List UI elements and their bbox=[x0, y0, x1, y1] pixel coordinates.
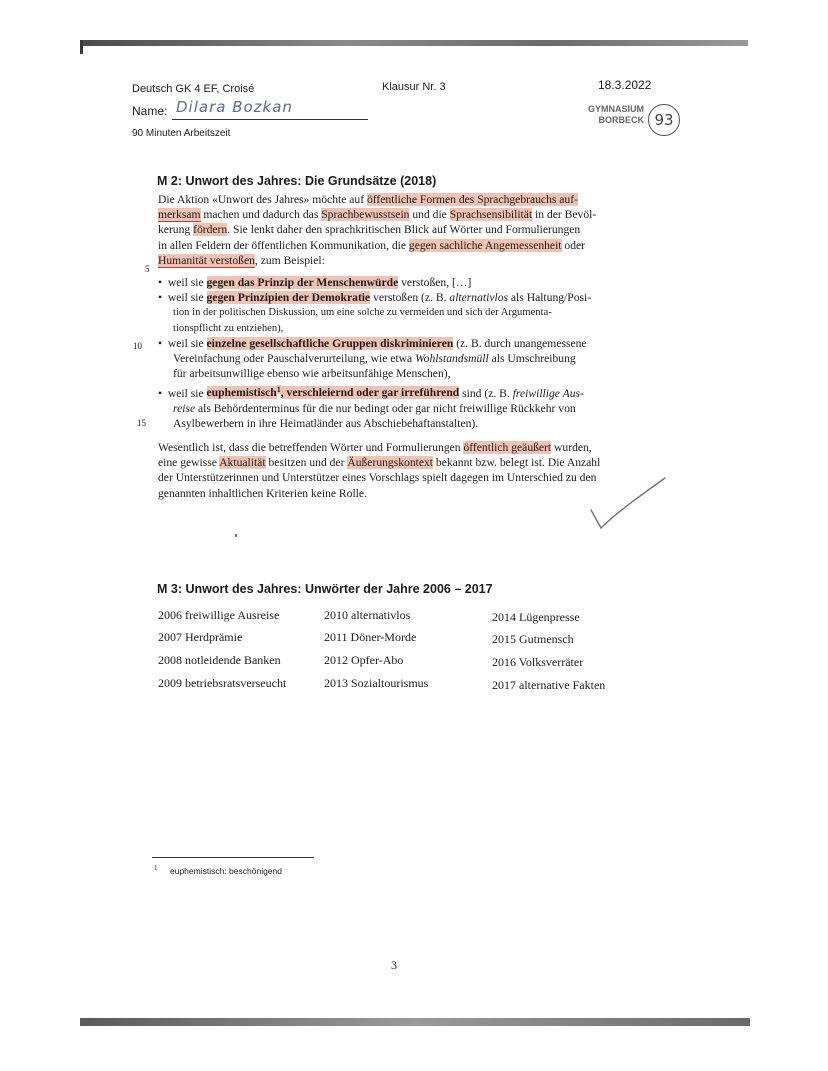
highlighted-phrase: gegen Prinzipien der Demokratie bbox=[206, 291, 371, 305]
highlighted-phrase: einzelne gesellschaftliche Gruppen diskriminieren bbox=[206, 337, 454, 350]
text-span: und die bbox=[409, 208, 450, 222]
unwort-entry: 2014 Lügenpresse bbox=[492, 610, 580, 624]
text-span: reise bbox=[173, 401, 196, 415]
bullet-continuation bbox=[158, 351, 658, 366]
unwort-entry: 2012 Opfer-Abo bbox=[324, 653, 404, 667]
school-logo-number: 93 bbox=[654, 111, 674, 129]
bullet-item: • weil sie gegen Prinzipien der Demokratie verstoßen (z. B. alternativlos als Haltung/Posi- bbox=[158, 291, 592, 305]
line-number: 10 bbox=[133, 341, 142, 351]
text-span: weil sie bbox=[167, 291, 207, 305]
text-span: Vereinfachung oder Pauschalverurteilung, wie etwa bbox=[173, 352, 416, 366]
text-span: wurden, bbox=[551, 441, 592, 454]
text-span: kerung bbox=[158, 223, 194, 237]
text-span: alternativlos bbox=[449, 291, 509, 305]
exam-label: Klausur Nr. 3 bbox=[382, 81, 446, 93]
text-span: eine gewisse bbox=[158, 456, 220, 470]
bullet-item: • weil sie gegen das Prinzip der Menschenwürde verstoßen, […] bbox=[158, 276, 472, 289]
footnote-text: euphemistisch: beschönigend bbox=[170, 866, 282, 876]
scan-edge-left bbox=[80, 40, 83, 54]
text-span: , zum Beispiel: bbox=[254, 253, 325, 267]
name-label: Name: bbox=[132, 104, 168, 118]
student-name-handwritten: Dilara Bozkan bbox=[176, 98, 293, 116]
highlighted-phrase: Aktualität bbox=[219, 456, 266, 470]
unwort-entry: 2017 alternative Fakten bbox=[492, 678, 606, 692]
unwort-entry: 2007 Herdprämie bbox=[158, 630, 243, 644]
bullet-item: • weil sie euphemistisch$^1$, verschleiernd oder gar irreführend sind (z. B. freiwillige Aus- bbox=[158, 384, 584, 400]
highlighted-phrase: Sprachsensibilität bbox=[449, 208, 533, 222]
pencil-dot bbox=[235, 534, 237, 537]
school-logo bbox=[560, 104, 644, 126]
text-span: verstoßen (z. B. bbox=[370, 291, 450, 305]
m3-title: M 3: Unwort des Jahres: Unwörter der Jahre 2006 – 2017 bbox=[157, 582, 493, 596]
text-span: weil sie bbox=[167, 276, 207, 289]
m2-line bbox=[158, 207, 658, 222]
page-number: 3 bbox=[391, 958, 397, 972]
text-span: Wohlstandsmüll bbox=[415, 352, 489, 366]
m2-line: der Unterstützerinnen und Unterstützer eines Vorschlags spielt dagegen im Unterschied zu den bbox=[158, 471, 597, 485]
m2-line bbox=[158, 192, 658, 207]
checkmark-icon bbox=[585, 470, 675, 540]
text-span: als Umschreibung bbox=[488, 352, 576, 366]
text-span: oder bbox=[561, 238, 586, 252]
unwort-entry: 2010 alternativlos bbox=[324, 608, 411, 622]
highlighted-phrase: , verschleiernd oder gar irreführend bbox=[280, 386, 460, 400]
school-logo-line2: BORBECK bbox=[598, 115, 644, 125]
text-span: . Sie lenkt daher den sprachkritischen Blick auf Wörter und Formulierungen bbox=[227, 223, 581, 237]
bullet-continuation bbox=[158, 401, 658, 416]
highlighted-phrase: Äußerungskontext bbox=[347, 456, 433, 470]
text-span: als Behördenterminus für die nur bedingt oder gar nicht freiwillige Rückkehr von bbox=[195, 401, 576, 415]
bullet-continuation: Asylbewerbern in ihre Heimatländer aus Abschiebehaftanstalten). bbox=[173, 416, 479, 430]
footnote-marker: 1 bbox=[276, 384, 281, 394]
text-span: als Haltung/Posi- bbox=[508, 291, 592, 305]
scan-edge-top bbox=[80, 40, 748, 46]
unwort-entry: 2009 betriebsratsverseucht bbox=[158, 676, 287, 690]
exam-date: 18.3.2022 bbox=[598, 78, 652, 92]
unwort-entry: 2011 Döner-Morde bbox=[324, 630, 417, 644]
scan-edge-bottom bbox=[80, 1018, 750, 1026]
unwort-entry: 2006 freiwillige Ausreise bbox=[158, 608, 280, 622]
unwort-entry: 2013 Sozialtourismus bbox=[324, 676, 429, 690]
text-span: weil sie bbox=[167, 337, 207, 350]
m2-line bbox=[158, 455, 658, 470]
unwort-entry: 2015 Gutmensch bbox=[492, 632, 574, 646]
m2-closing bbox=[158, 440, 658, 501]
bullet-continuation: für arbeitsunwillige ebenso wie arbeitsunfähige Menschen), bbox=[173, 367, 451, 381]
highlighted-phrase: öffentliche Formen des Sprachgebrauchs auf- bbox=[366, 193, 578, 206]
school-logo-line1: GYMNASIUM bbox=[588, 104, 644, 114]
text-span: in der Bevöl- bbox=[532, 208, 597, 222]
text-span: besitzen und der bbox=[265, 456, 348, 470]
text-span: machen und dadurch das bbox=[200, 208, 322, 222]
line-number: 15 bbox=[137, 418, 146, 428]
m2-line bbox=[158, 253, 658, 268]
school-logo-emblem bbox=[648, 104, 680, 136]
text-span: freiwillige Aus- bbox=[512, 386, 584, 400]
highlighted-phrase: euphemistisch bbox=[206, 386, 277, 400]
text-span: in allen Feldern der öffentlichen Kommunikation, die bbox=[158, 238, 409, 252]
footnote-rule bbox=[152, 857, 314, 858]
footnote-mark: 1 bbox=[154, 864, 158, 872]
m2-bullet-list-2 bbox=[158, 336, 658, 431]
text-span: verstoßen, […] bbox=[398, 276, 472, 289]
text-span: Wesentlich ist, dass die betreffenden Wörter und Formulierungen bbox=[158, 441, 464, 454]
highlighted-phrase: gegen das Prinzip der Menschenwürde bbox=[206, 276, 399, 289]
highlighted-phrase: fördern bbox=[193, 223, 228, 237]
text-span: Die Aktion «Unwort des Jahres» möchte auf bbox=[158, 193, 367, 206]
unwort-entry: 2016 Volksverräter bbox=[492, 655, 584, 669]
m2-line bbox=[158, 238, 658, 253]
highlighted-phrase: gegen sachliche Angemessenheit bbox=[408, 238, 562, 252]
unwort-entry: 2008 notleidende Banken bbox=[158, 653, 281, 667]
bullet-continuation: tion in der politischen Diskussion, um eine solche zu vermeiden und sich der Argumenta- bbox=[173, 307, 552, 319]
bullet-continuation: tionspflicht zu entziehen), bbox=[173, 322, 284, 334]
duration-label: 90 Minuten Arbeitszeit bbox=[132, 128, 231, 139]
m2-bullet-list bbox=[158, 275, 658, 336]
highlighted-phrase: Sprachbewusstsein bbox=[321, 208, 410, 222]
text-span: (z. B. durch unangemessene bbox=[453, 337, 587, 350]
m2-line bbox=[158, 440, 658, 455]
m2-line: genannten inhaltlichen Kriterien keine Rolle. bbox=[158, 486, 367, 500]
text-span: bekannt bzw. belegt ist. Die Anzahl bbox=[433, 456, 601, 470]
course-label: Deutsch GK 4 EF, Croisé bbox=[132, 83, 255, 95]
highlighted-phrase: Humanität verstoßen bbox=[158, 253, 255, 267]
m2-line bbox=[158, 222, 658, 237]
m2-intro bbox=[158, 192, 658, 268]
highlighted-phrase: merksam bbox=[158, 208, 201, 222]
text-span: sind (z. B. bbox=[459, 386, 513, 400]
m2-title: M 2: Unwort des Jahres: Die Grundsätze (2018) bbox=[157, 174, 437, 188]
text-span: weil sie bbox=[167, 386, 207, 400]
name-underline bbox=[172, 119, 368, 120]
line-number: 5 bbox=[145, 264, 150, 274]
highlighted-phrase: öffentlich geäußert bbox=[463, 441, 552, 454]
bullet-item: • weil sie einzelne gesellschaftliche Gruppen diskriminieren (z. B. durch unangemessene bbox=[158, 337, 587, 350]
